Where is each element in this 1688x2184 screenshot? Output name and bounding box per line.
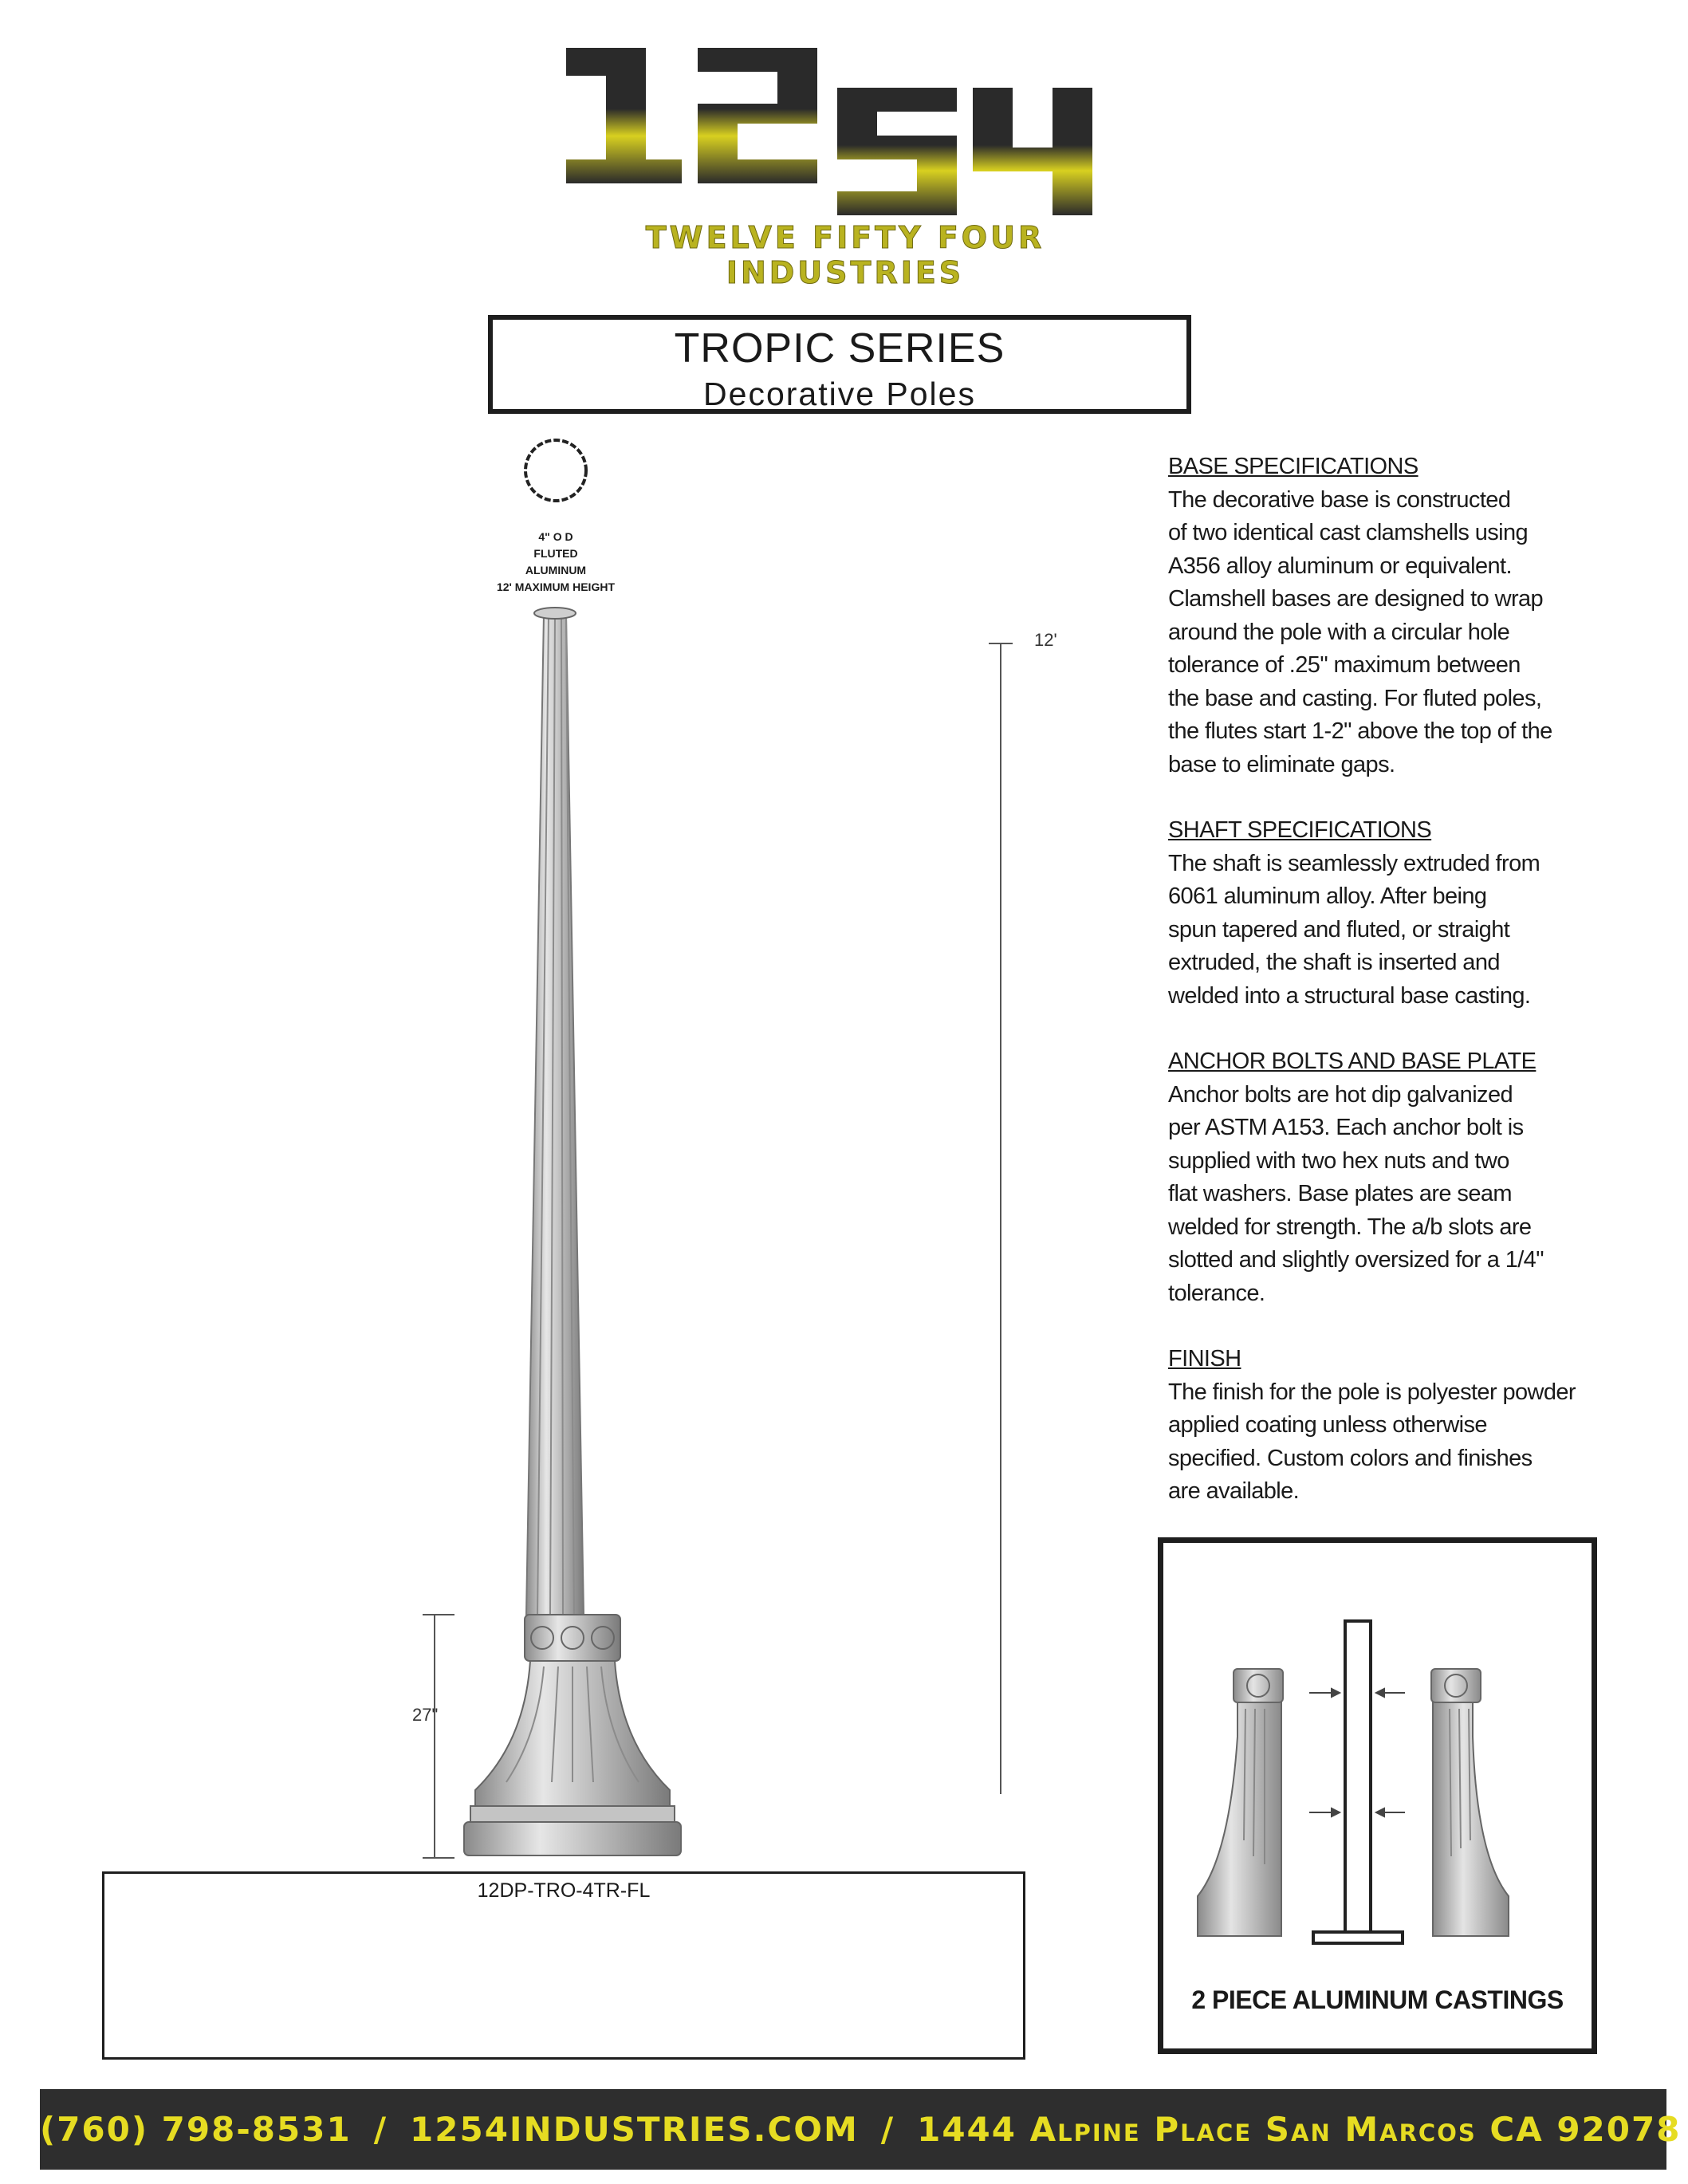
spec-body-anchor: Anchor bolts are hot dip galvanized per ASTM A153. Each anchor bolt is supplied with two hex nuts and two flat washers. Base plates are seam welded for strength. The a/b slots are slotted and slightly oversized for a 1/4" tolerance. xyxy=(1168,1081,1544,1306)
castings-caption: 2 PIECE ALUMINUM CASTINGS xyxy=(1191,1985,1564,2014)
section-label-material: ALUMINUM xyxy=(525,564,587,576)
pole-drawing xyxy=(367,435,1084,1870)
right-casting xyxy=(1433,1673,1509,1936)
pole-top-cap xyxy=(534,608,576,619)
center-shaft xyxy=(1345,1621,1371,1936)
series-subtitle: Decorative Poles xyxy=(703,376,976,412)
footer-separator: / xyxy=(373,2110,388,2149)
spec-heading-finish: FINISH xyxy=(1168,1346,1241,1371)
height-dimension: 12' xyxy=(1034,630,1057,650)
footer-phone[interactable]: (760) 798-8531 xyxy=(40,2110,352,2149)
section-label-fluted: FLUTED xyxy=(533,547,578,560)
spec-heading-anchor: ANCHOR BOLTS AND BASE PLATE xyxy=(1168,1049,1537,1074)
base-dimension: 27" xyxy=(412,1705,439,1725)
title-box xyxy=(488,315,1191,414)
base-plate xyxy=(1313,1932,1403,1943)
castings-illustration xyxy=(1158,1537,1597,1984)
decorative-band xyxy=(525,1615,620,1661)
specifications xyxy=(1168,451,1615,1541)
series-title: TROPIC SERIES xyxy=(674,325,1005,372)
footer-contact xyxy=(40,2089,1682,2170)
spec-body-shaft: The shaft is seamlessly extruded from 6061 aluminum alloy. After being spun tapered and fluted, or straight extruded, the shaft is inserted and welded into a structural base casting. xyxy=(1168,850,1540,1009)
footer-separator: / xyxy=(880,2110,895,2149)
part-number: 12DP-TRO-4TR-FL xyxy=(477,1879,651,1902)
left-casting xyxy=(1198,1673,1281,1936)
spec-heading-shaft: SHAFT SPECIFICATIONS xyxy=(1168,817,1432,843)
spec-heading-base: BASE SPECIFICATIONS xyxy=(1168,454,1418,479)
pole-cross-section xyxy=(525,440,586,501)
section-label-height: 12' MAXIMUM HEIGHT xyxy=(496,580,615,593)
company-logo xyxy=(550,32,1140,231)
spec-body-finish: The finish for the pole is polyester powder applied coating unless otherwise specified. Custom colors and finishes are available. xyxy=(1168,1379,1576,1504)
footer-address: 1444 Alpine Place San Marcos CA 92078 xyxy=(917,2110,1682,2149)
spec-body-base: The decorative base is constructed of two identical cast clamshells using A356 alloy aluminum or equivalent. Clamshell bases are designed to wrap around the pole with a circular hole tolerance of .25" maximum between the base and casting. For fluted poles, the flutes start 1-2" above the top of the base to eliminate gaps. xyxy=(1168,486,1552,777)
company-tagline: TWELVE FIFTY FOUR INDUSTRIES xyxy=(645,220,1045,290)
footer-website[interactable]: 1254INDUSTRIES.COM xyxy=(410,2110,859,2149)
section-label-od: 4" O D xyxy=(538,530,573,543)
